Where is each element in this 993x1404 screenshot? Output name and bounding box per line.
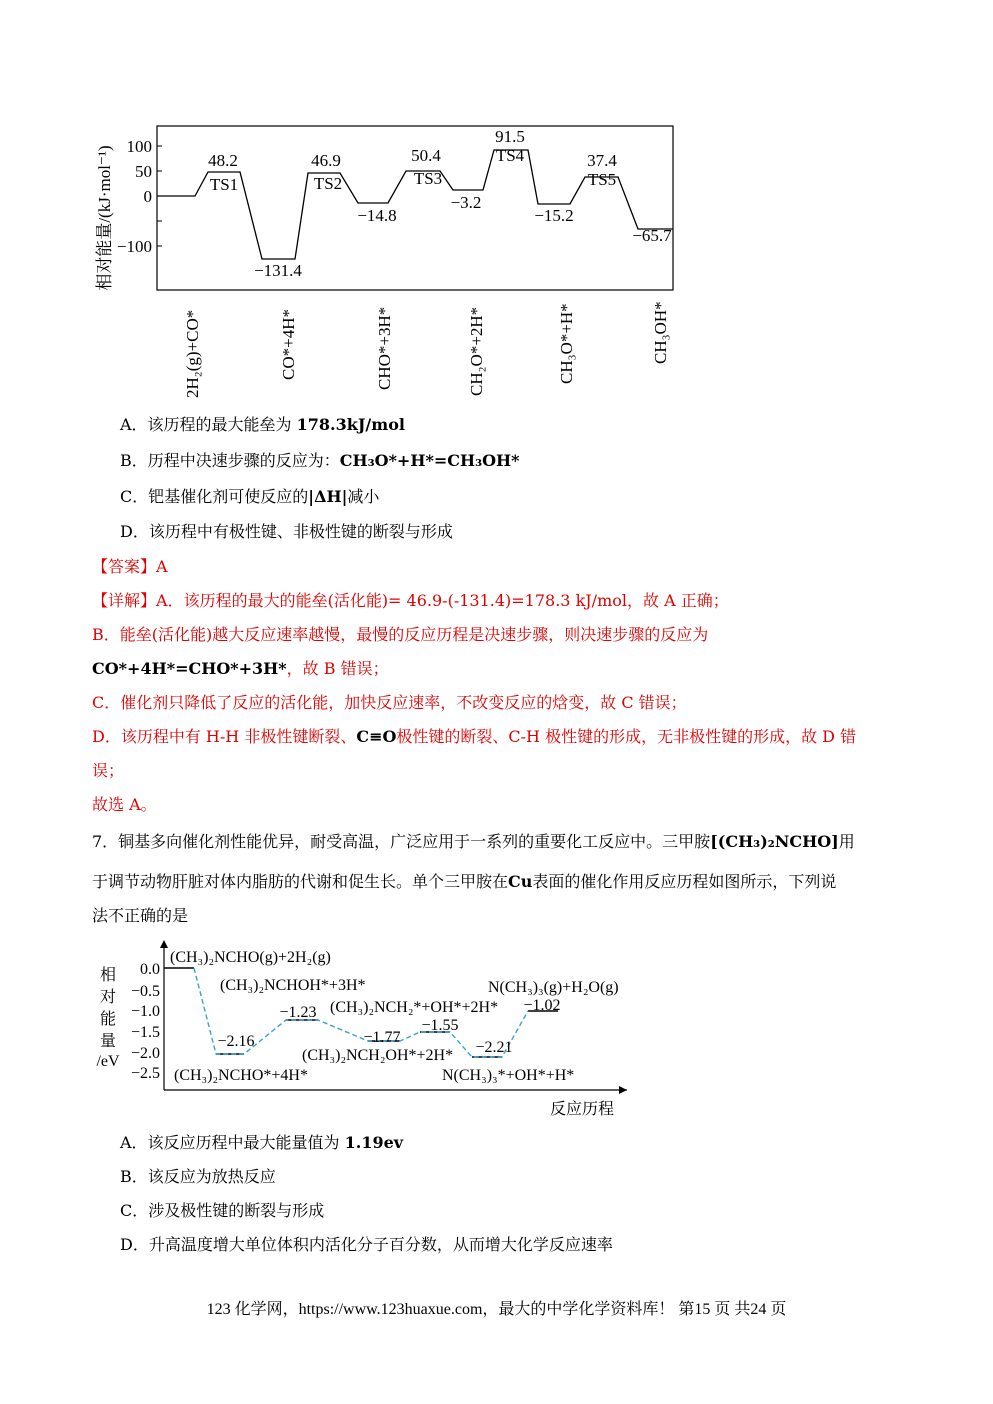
- species-label: (CH₃)₂NCHO(g)+2H₂(g): [170, 949, 331, 966]
- value-label: −1.55: [421, 1017, 459, 1034]
- ts-label: TS3: [413, 169, 443, 188]
- detail-text: D．该历程中有 H-H 非极性键断裂、: [92, 727, 357, 746]
- ylabel-char: 相: [99, 967, 117, 984]
- q6-answer: [92, 555, 168, 579]
- q7-stem-3: 法不正确的是: [92, 906, 189, 925]
- value-label: −15.2: [534, 206, 574, 225]
- species-label: (CH₃)₂NCH₂OH*+2H*: [302, 1047, 454, 1064]
- q6-option-b: [120, 449, 520, 473]
- q6-option-a: [120, 413, 405, 437]
- state-label: CH₃O*+H*: [557, 303, 576, 384]
- q6-detail-2: B．能垒(活化能)越大反应速率越慢，最慢的反应历程是决速步骤，则决速步骤的反应为: [92, 625, 709, 644]
- q6-option-c-end: 减小: [347, 487, 380, 506]
- value-label: 48.2: [208, 151, 238, 170]
- answer-value: A: [156, 557, 168, 576]
- q7-option-a: [120, 1131, 403, 1155]
- q6-option-a-value: 178.3kJ/mol: [296, 415, 405, 434]
- detail-tag: 【详解】: [92, 591, 157, 610]
- value-label: 91.5: [495, 127, 525, 146]
- chart2-ylabel: [96, 966, 120, 1070]
- q6-option-c-dh: |ΔH|: [308, 487, 348, 506]
- detail-equation: CO*+4H*=CHO*+3H*: [92, 659, 287, 678]
- answer-tag: 【答案】: [92, 557, 157, 576]
- species-label: N(CH₃)₃*+OH*+H*: [442, 1067, 575, 1084]
- q6-option-a-text: A．该历程的最大能垒为: [120, 415, 297, 434]
- value-label: −14.8: [357, 206, 397, 225]
- state-label: CO*+4H*: [279, 309, 298, 380]
- value-label: −1.23: [279, 1004, 317, 1021]
- ytick: −2.5: [130, 1065, 160, 1082]
- chart1-labels: [208, 127, 672, 280]
- chart1-ylabel: 相对能量/(kJ·mol⁻¹): [95, 145, 114, 291]
- q7-text: 表面的催化作用反应历程如图所示，下列说: [532, 872, 837, 891]
- q6-option-b-text: B．历程中决速步骤的反应为：: [120, 451, 340, 470]
- ytick: −0.5: [130, 983, 160, 1000]
- detail-text: ，故 B 错误；: [286, 659, 389, 678]
- value-label: −1.77: [363, 1029, 401, 1046]
- ytick: 0: [143, 187, 152, 206]
- value-label: 50.4: [411, 146, 441, 165]
- ytick: 50: [135, 162, 152, 181]
- species-label: (CH₃)₂NCH₂*+OH*+2H*: [330, 999, 499, 1016]
- q6-option-d: D．该历程中有极性键、非极性键的断裂与形成: [120, 522, 453, 541]
- value-label: −131.4: [254, 261, 302, 280]
- value-label: −65.7: [632, 226, 672, 245]
- detail-text: 极性键的断裂、C-H 极性键的形成，无非极性键的形成，故 D 错: [396, 727, 857, 746]
- detail-bond: C≡O: [356, 727, 397, 746]
- q7-option-b: B．该反应为放热反应: [120, 1167, 276, 1186]
- q7-stem-1: [92, 830, 855, 854]
- species-label: N(CH₃)₃(g)+H₂O(g): [488, 979, 619, 996]
- ytick: −100: [116, 237, 152, 256]
- ts-label: TS2: [313, 174, 343, 193]
- q6-option-b-equation: CH₃O*+H*=CH₃OH*: [339, 451, 520, 470]
- chart1-xlabels: [183, 301, 670, 398]
- detail-text: A．该历程的最大的能垒(活化能)= 46.9-(-131.4)=178.3 kJ/mol，故 A 正确；: [156, 591, 729, 610]
- q7-text: 7．铜基多向催化剂性能优异，耐受高温，广泛应用于一系列的重要化工反应中。三甲胺: [92, 832, 711, 851]
- value-label: 46.9: [311, 151, 341, 170]
- q6-detail-5: [92, 725, 856, 749]
- state-label: CHO*+3H*: [375, 306, 394, 390]
- q6-detail-4: C．催化剂只降低了反应的活化能，加快反应速率，不改变反应的焓变，故 C 错误；: [92, 693, 687, 712]
- q7-option-d: D．升高温度增大单位体积内活化分子百分数，从而增大化学反应速率: [120, 1235, 613, 1254]
- q7-text: 用: [838, 832, 855, 851]
- q6-option-c-text: C．钯基催化剂可使反应的: [120, 487, 309, 506]
- value-label: −2.16: [217, 1033, 255, 1050]
- q7-text: 于调节动物肝脏对体内脂肪的代谢和促生长。单个三甲胺在: [92, 872, 509, 891]
- q6-detail-6: 误；: [92, 761, 125, 780]
- q7-formula: [(CH₃)₂NCHO]: [710, 832, 839, 851]
- page-footer: 123 化学网，https://www.123huaxue.com，最大的中学化学资料库！ 第15 页 共24 页: [206, 1301, 787, 1318]
- q7-stem-2: [92, 870, 836, 894]
- ytick: −2.0: [130, 1045, 160, 1062]
- q7-cu: Cu: [508, 872, 533, 891]
- state-label: 2H₂(g)+CO*: [183, 309, 202, 398]
- ytick: −1.5: [130, 1024, 160, 1041]
- ytick: 0.0: [140, 961, 160, 978]
- chart2-yticks: [131, 961, 160, 1082]
- q6-option-c: [120, 485, 379, 509]
- q6-detail-1: [92, 589, 729, 613]
- ylabel-char: 量: [99, 1033, 117, 1050]
- ytick: 100: [126, 137, 152, 156]
- ylabel-char: 对: [99, 989, 117, 1006]
- ytick: −1.0: [130, 1003, 160, 1020]
- chart2-xlabel: 反应历程: [550, 1101, 615, 1118]
- q6-detail-7: 故选 A。: [92, 795, 157, 814]
- value-label: 37.4: [587, 151, 617, 170]
- state-label: CH₂O*+2H*: [467, 306, 486, 396]
- q7-option-c: C．涉及极性键的断裂与形成: [120, 1201, 325, 1220]
- ts-label: TS1: [209, 175, 239, 194]
- q7-option-a-value: 1.19ev: [344, 1133, 404, 1152]
- chart1-yticks: [117, 137, 152, 256]
- q7-option-a-text: A．该反应历程中最大能量值为: [120, 1133, 345, 1152]
- energy-profile-chart-1: [90, 118, 690, 408]
- value-label: −1.02: [523, 997, 561, 1014]
- ylabel-char: /eV: [96, 1053, 120, 1070]
- ts-label: TS4: [495, 146, 525, 165]
- ylabel-char: 能: [99, 1011, 117, 1028]
- state-label: CH₃OH*: [651, 301, 670, 364]
- value-label: −2.21: [475, 1039, 513, 1056]
- q6-detail-3: [92, 657, 389, 681]
- chart2-species-labels: [170, 949, 619, 1084]
- energy-profile-chart-2: [92, 940, 652, 1125]
- species-label: (CH₃)₂NCHOH*+3H*: [220, 977, 366, 994]
- value-label: −3.2: [450, 193, 482, 212]
- ts-label: TS5: [587, 170, 617, 189]
- species-label: (CH₃)₂NCHO*+4H*: [174, 1067, 308, 1084]
